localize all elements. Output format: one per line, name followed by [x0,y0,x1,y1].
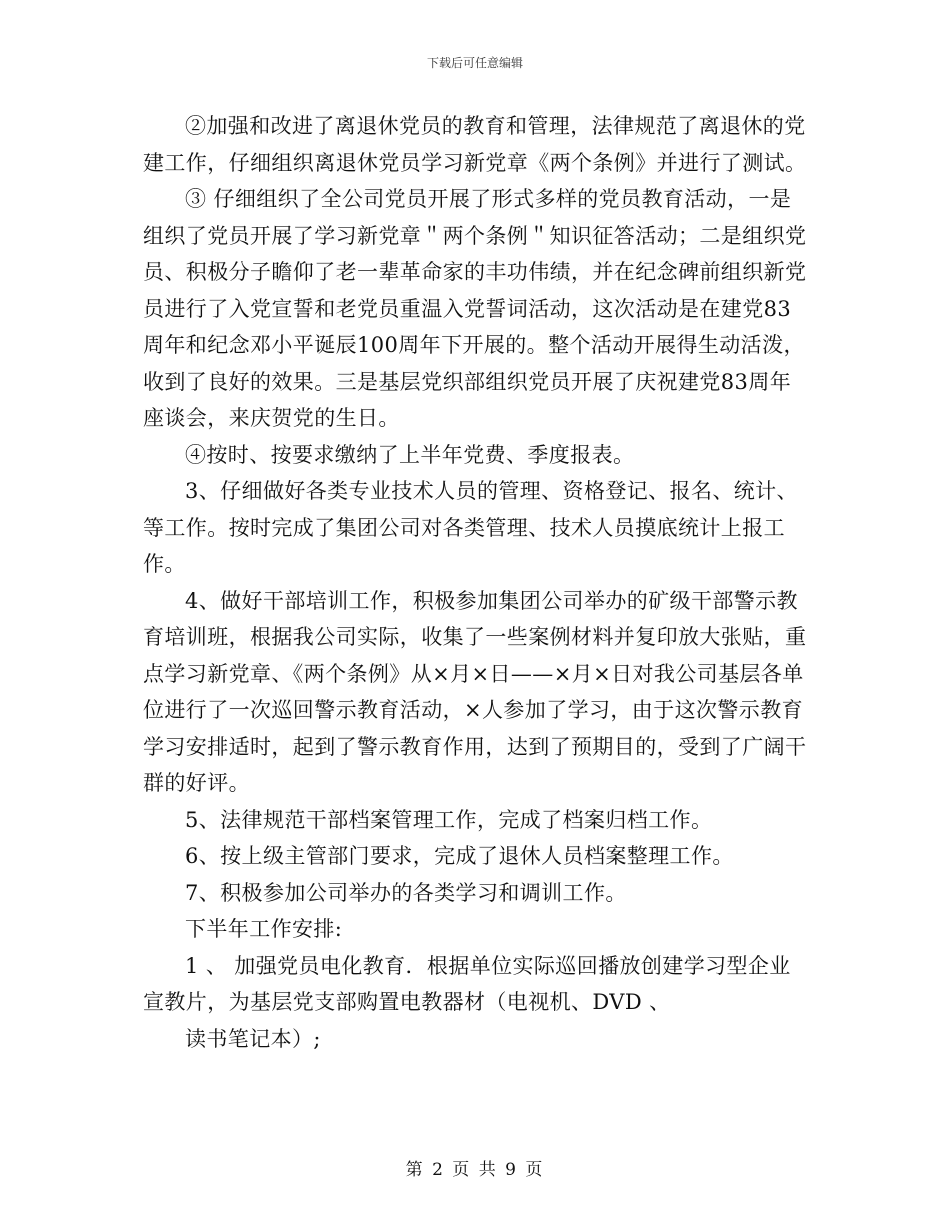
page-header: 下载后可任意编辑 [426,56,523,70]
paragraph-6: 5、法律规范干部档案管理工作，完成了档案归档工作。 [185,807,713,832]
paragraph-5: 4、做好干部培训工作，积极参加集团公司举办的矿级干部警示教育培训班，根据我公司实际，收集了一些案例材料并复印放大张贴，重点学习新党章、《两个条例》从×月×日——×月×日对我公司基层各单位进行了一次巡回警示教育活动，×人参加了学习，由于这次警示教育学习安排适时，起到了警示教育作用，达到了预期目的，受到了广阔干群的好评。 [143,588,807,795]
paragraph-3: ④按时、按要求缴纳了上半年党费、季度报表。 [185,442,635,467]
paragraph-1: ②加强和改进了离退休党员的教育和管理，法律规范了离退休的党建工作，仔细组织离退休党员学习新党章《两个条例》并进行了测试。 [143,114,807,175]
paragraph-9: 1 、 加强党员电化教育．根据单位实际巡回播放创建学习型企业宣教片，为基层党支部购置电教器材（电视机、DVD 、 [143,953,791,1014]
section-heading: 下半年工作安排: [185,917,343,941]
page-number-footer: 第 2 页 共 9 页 [405,1160,545,1180]
paragraph-10: 读书笔记本）; [185,1026,321,1051]
paragraph-2: ③ 仔细组织了全公司党员开展了形式多样的党员教育活动，一是组织了党员开展了学习新党章＂两个条例＂知识征答活动；二是组织党员、积极分子瞻仰了老一辈革命家的丰功伟绩，并在纪念碑前组织新党员进行了入党宣誓和老党员重温入党誓词活动，这次活动是在建党83周年和纪念邓小平诞辰100周年下开展的。整个活动开展得生动活泼，收到了良好的效果。三是基层党织部组织党员开展了庆祝建党83周年座谈会，来庆贺党的生日。 [143,187,807,430]
paragraph-7: 6、按上级主管部门要求，完成了退休人员档案整理工作。 [185,844,734,868]
paragraph-4: 3、仔细做好各类专业技术人员的管理、资格登记、报名、统计、等工作。按时完成了集团公司对各类管理、技术人员摸底统计上报工作。 [143,479,798,576]
document-body [143,108,808,1057]
paragraph-8: 7、积极参加公司举办的各类学习和调训工作。 [185,880,627,905]
